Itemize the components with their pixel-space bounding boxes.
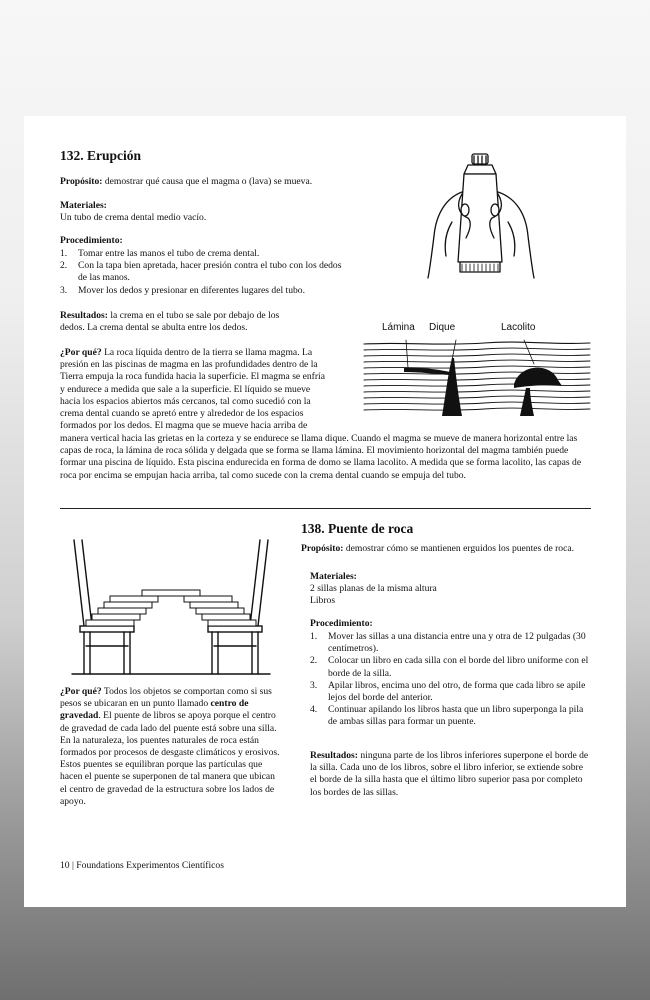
section-divider [60, 508, 591, 509]
materials-label: Materiales: [60, 200, 107, 211]
section-138-purpose: Propósito: demostrar cómo se mantienen erguidos los puentes de roca. [301, 543, 575, 554]
section-138-procedure-label: Procedimiento: [310, 618, 373, 629]
section-132-title: 132. Erupción [60, 148, 142, 163]
section-132-results: Resultados: la crema en el tubo se sale por debajo de los dedos. La crema dental se abulta entre los dedos. [60, 310, 280, 334]
section-132-purpose [60, 176, 360, 188]
section-138-procedure-list [310, 631, 592, 729]
section-132-why-wide: manera vertical hacia las grietas en la corteza y se endurece se llama dique. Cuando el magma se mueve de manera horizontal entre las capas de roca, la lámina de roca sólida y delgada que se forma se llama lámina. El movimiento horizontal del magma también puede formar una piscina de líquido. Esta piscina endurecida en forma de domo se llama lacolito. A medida que se forma lacolito, las capas de roca por encima se empujan hacia arriba, tal como sucede con la crema dental cuando se empuja del tubo. [60, 433, 582, 481]
section-138-title: 138. Puente de roca [301, 521, 414, 536]
procedure-step: 1. Mover las sillas a una distancia entre una y otra de 12 pulgadas (30 centímetros). [310, 631, 586, 655]
procedure-list [60, 248, 350, 297]
procedure-step: 2. Colocar un libro en cada silla con el borde del libro uniforme con el borde de la silla. [310, 655, 589, 679]
section-138-why: ¿Por qué? Todos los objetos se comportan como si sus pesos se ubicaran en un punto llamado centro de gravedad. El puente de libros se apoya porque el centro de gravedad de cada lado del puente está sobre una silla. En la naturaleza, los puentes naturales de roca están formados por procesos de desgaste climáticos y erosivos. Estos puentes se equilibran porque las partículas que hacen el puente se superponen de tal manera que ubican el centro de gravedad de la estructura sobre los lados de apoyo. [60, 686, 280, 807]
section-138-materials-label: Materiales: [310, 571, 357, 582]
label-lamina: Lámina [382, 322, 415, 333]
label-dique: Dique [429, 322, 456, 333]
label-lacolito: Lacolito [501, 322, 536, 333]
procedure-label: Procedimiento: [60, 235, 123, 246]
purpose-text: demostrar qué causa que el magma o (lava) se mueva. [102, 176, 313, 187]
book-bridge-illustration [72, 534, 270, 676]
book-page [24, 116, 626, 907]
section-132-why-narrow: ¿Por qué? La roca líquida dentro de la tierra se llama magma. La presión en las piscinas de magma en las profundidades dentro de la Tierra empuja la roca fundida hacia la superficie. El magma se enfría y endurece a medida que sale a la superficie. El líquido se mueve hacia los espacios abiertos más cercanos, tal como sucedió con la crema dental cuando se apretó entre y alrededor de los espacios formados por los dedos. El magma que se mueve hacia arriba de [60, 347, 325, 432]
procedure-step: 3. Mover los dedos y presionar en diferentes lugares del tubo. [60, 284, 305, 296]
material-item: Libros [310, 595, 336, 606]
toothpaste-hands-illustration [416, 152, 556, 282]
magma-rock-layers-illustration [364, 334, 590, 416]
section-138-results: Resultados: ninguna parte de los libros inferiores superpone el borde de la silla. Cada uno de los libros, sobre el libro inferior, se extiende sobre el borde de la silla hasta que el último libro superior pasa por completo los bordes de las sillas. [310, 750, 589, 798]
material-item: 2 sillas planas de la misma altura [310, 583, 437, 594]
materials-text: Un tubo de crema dental medio vacío. [60, 212, 207, 223]
procedure-step: 4. Continuar apilando los libros hasta que un libro superponga la pila de ambas sillas para formar un puente. [310, 704, 584, 728]
procedure-step: 2. Con la tapa bien apretada, hacer presión contra el tubo con los dedos de las manos. [60, 260, 342, 284]
purpose-label: Propósito: [60, 176, 103, 187]
page-footer: 10 | Foundations Experimentos Científicos [60, 860, 224, 871]
procedure-step: 3. Apilar libros, encima uno del otro, de forma que cada libro se apile lejos del borde del anterior. [310, 679, 586, 704]
procedure-step: 1. Tomar entre las manos el tubo de crema dental. [60, 248, 260, 259]
